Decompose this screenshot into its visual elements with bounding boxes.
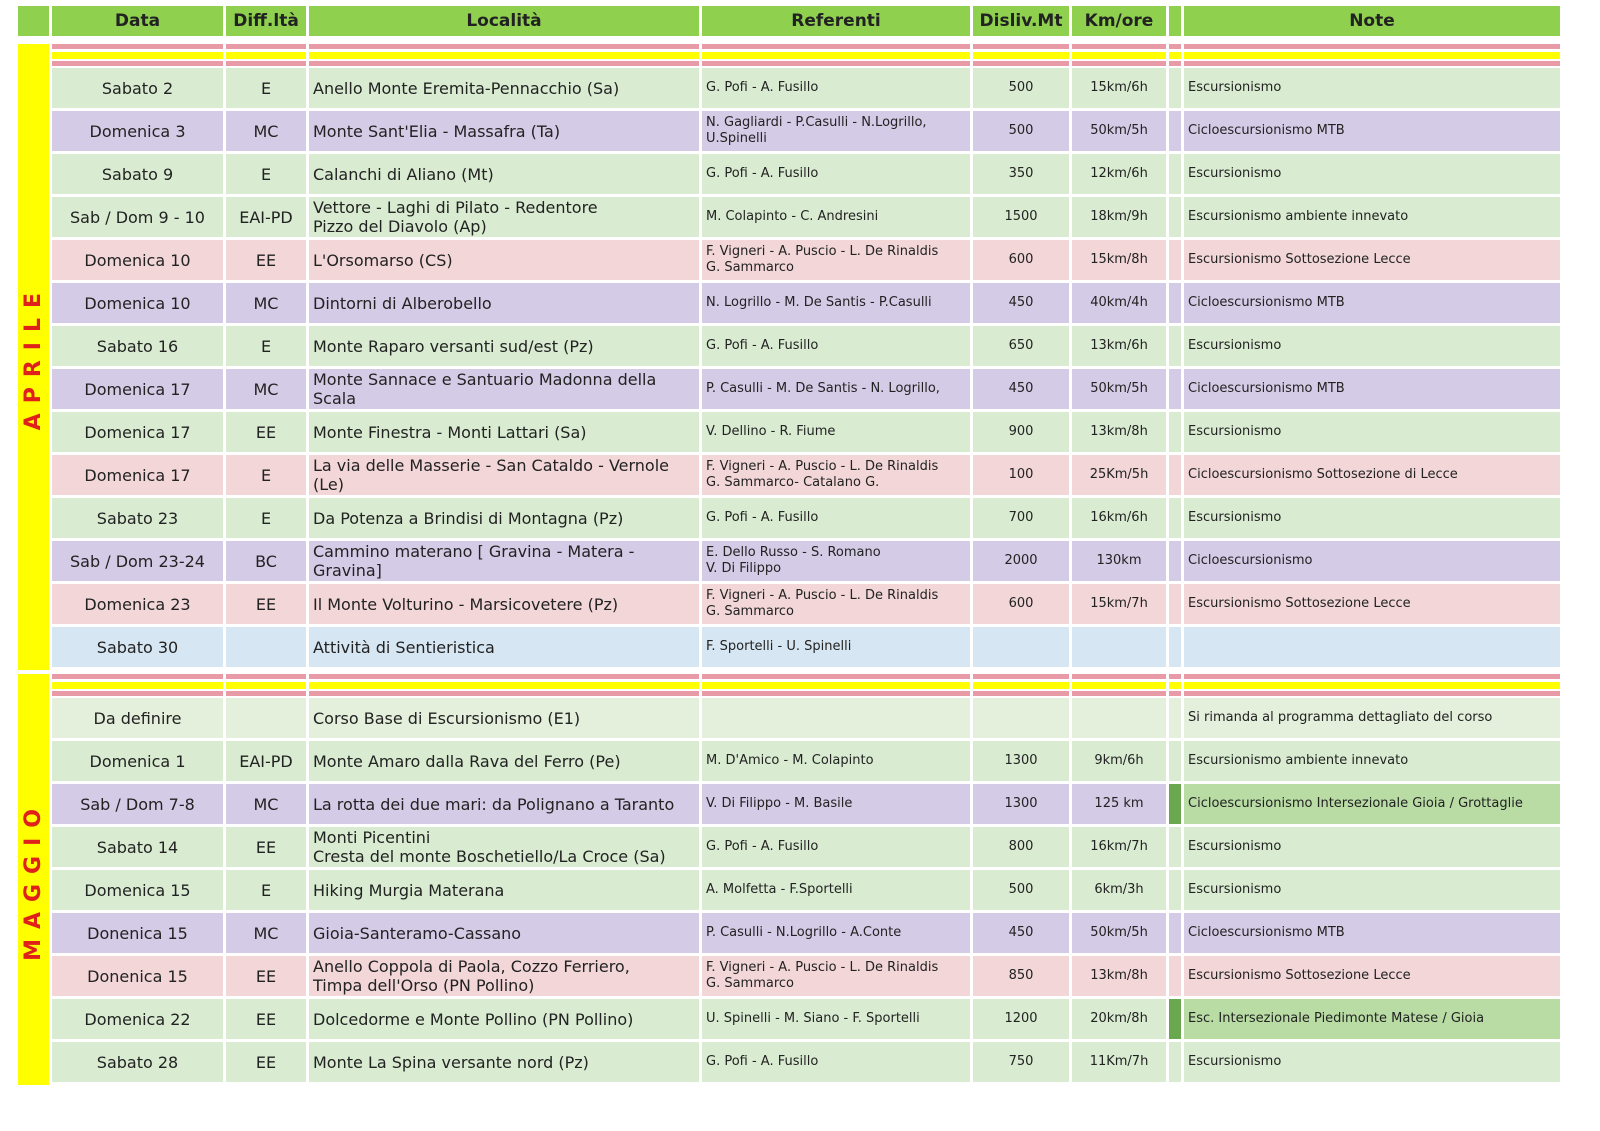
- header-corner: [18, 6, 49, 36]
- cell-referents: [702, 956, 970, 996]
- separator-stripe: [1169, 44, 1181, 66]
- cell-notes: Escursionismo: [1184, 498, 1560, 538]
- location-line: Gioia-Santeramo-Cassano: [313, 923, 522, 943]
- cell-referents: [702, 326, 970, 366]
- cell-distance: 15km/6h: [1072, 68, 1166, 108]
- cell-notes: Cicloescursionismo Sottosezione di Lecce: [1184, 455, 1560, 495]
- cell-location: [309, 698, 699, 738]
- cell-difficulty: BC: [226, 541, 306, 581]
- cell-referents: [702, 584, 970, 624]
- location-line: La via delle Masserie - San Cataldo - Vernole (Le): [313, 456, 670, 494]
- cell-location: [309, 68, 699, 108]
- cell-location: [309, 326, 699, 366]
- cell-difficulty: E: [226, 326, 306, 366]
- cell-date: Sab / Dom 9 - 10: [52, 197, 223, 237]
- cell-date: Donenica 15: [52, 956, 223, 996]
- location-line: Anello Monte Eremita-Pennacchio (Sa): [313, 78, 620, 98]
- table-row: [52, 283, 1588, 323]
- cell-location: [309, 584, 699, 624]
- cell-marker: [1169, 283, 1181, 323]
- cell-referents: [702, 154, 970, 194]
- location-line: Calanchi di Aliano (Mt): [313, 164, 494, 184]
- cell-date: Domenica 23: [52, 584, 223, 624]
- cell-distance: 130km: [1072, 541, 1166, 581]
- separator-stripe: [309, 674, 699, 696]
- cell-elevation: 100: [973, 455, 1069, 495]
- cell-marker: [1169, 784, 1181, 824]
- cell-distance: 13km/6h: [1072, 326, 1166, 366]
- cell-date: Domenica 22: [52, 999, 223, 1039]
- cell-elevation: 1500: [973, 197, 1069, 237]
- cell-notes: Si rimanda al programma dettagliato del corso: [1184, 698, 1560, 738]
- cell-notes: Escursionismo: [1184, 154, 1560, 194]
- cell-difficulty: E: [226, 154, 306, 194]
- cell-notes: Esc. Intersezionale Piedimonte Matese / Gioia: [1184, 999, 1560, 1039]
- location-line: Timpa dell'Orso (PN Pollino): [313, 976, 535, 995]
- cell-date: Domenica 1: [52, 741, 223, 781]
- header-notes: Note: [1184, 6, 1560, 36]
- referent-line: G. Pofi - A. Fusillo: [706, 1053, 819, 1069]
- cell-difficulty: EE: [226, 240, 306, 280]
- referent-line: N. Gagliardi - P.Casulli - N.Logrillo,: [706, 114, 927, 130]
- band-separator: [52, 44, 1588, 66]
- cell-notes: Escursionismo Sottosezione Lecce: [1184, 240, 1560, 280]
- referent-line: G. Sammarco: [706, 260, 795, 275]
- table-row: [52, 870, 1588, 910]
- cell-distance: 40km/4h: [1072, 283, 1166, 323]
- referent-line: V. Dellino - R. Fiume: [706, 423, 836, 439]
- table-row: [52, 326, 1588, 366]
- header-referents: Referenti: [702, 6, 970, 36]
- cell-marker: [1169, 240, 1181, 280]
- cell-date: Domenica 10: [52, 240, 223, 280]
- separator-stripe: [1072, 674, 1166, 696]
- cell-notes: Escursionismo: [1184, 326, 1560, 366]
- table-row: [52, 412, 1588, 452]
- cell-elevation: 600: [973, 584, 1069, 624]
- referent-line: F. Vigneri - A. Puscio - L. De Rinaldis: [706, 458, 939, 474]
- cell-difficulty: EE: [226, 999, 306, 1039]
- header-location: Località: [309, 6, 699, 36]
- cell-elevation: 750: [973, 1042, 1069, 1082]
- cell-notes: Cicloescursionismo MTB: [1184, 913, 1560, 953]
- cell-elevation: [973, 698, 1069, 738]
- cell-marker: [1169, 455, 1181, 495]
- table-row: [52, 154, 1588, 194]
- location-line: Anello Coppola di Paola, Cozzo Ferriero,: [313, 957, 630, 976]
- cell-difficulty: EE: [226, 956, 306, 996]
- table-row: [52, 741, 1588, 781]
- separator-stripe: [1184, 44, 1560, 66]
- cell-elevation: 700: [973, 498, 1069, 538]
- cell-elevation: 450: [973, 913, 1069, 953]
- cell-location: [309, 197, 699, 237]
- month-label-maggio: MAGGIO: [18, 674, 49, 1085]
- cell-distance: 15km/8h: [1072, 240, 1166, 280]
- separator-stripe: [226, 674, 306, 696]
- cell-location: [309, 154, 699, 194]
- cell-marker: [1169, 827, 1181, 867]
- referent-line: G. Pofi - A. Fusillo: [706, 79, 819, 95]
- cell-difficulty: EE: [226, 412, 306, 452]
- cell-referents: [702, 1042, 970, 1082]
- referent-line: U. Spinelli - M. Siano - F. Sportelli: [706, 1010, 920, 1026]
- month-label-aprile: APRILE: [18, 44, 49, 670]
- band-separator: [52, 674, 1588, 696]
- rows-aprile: [52, 44, 1588, 670]
- cell-notes: Escursionismo: [1184, 870, 1560, 910]
- cell-date: Sab / Dom 23-24: [52, 541, 223, 581]
- cell-date: Sabato 14: [52, 827, 223, 867]
- cell-date: Domenica 17: [52, 412, 223, 452]
- month-band-aprile: [18, 44, 1588, 670]
- separator-stripe: [1072, 44, 1166, 66]
- location-line: Monte Sant'Elia - Massafra (Ta): [313, 121, 561, 141]
- cell-notes: Escursionismo: [1184, 68, 1560, 108]
- cell-marker: [1169, 1042, 1181, 1082]
- cell-marker: [1169, 627, 1181, 667]
- cell-distance: 9km/6h: [1072, 741, 1166, 781]
- cell-distance: 18km/9h: [1072, 197, 1166, 237]
- cell-date: Sabato 28: [52, 1042, 223, 1082]
- table-row: [52, 913, 1588, 953]
- cell-elevation: 600: [973, 240, 1069, 280]
- cell-difficulty: MC: [226, 784, 306, 824]
- location-line: Attività di Sentieristica: [313, 637, 495, 657]
- cell-distance: 50km/5h: [1072, 913, 1166, 953]
- cell-difficulty: E: [226, 498, 306, 538]
- cell-elevation: 450: [973, 369, 1069, 409]
- cell-distance: 50km/5h: [1072, 111, 1166, 151]
- cell-difficulty: MC: [226, 111, 306, 151]
- referent-line: G. Sammarco: [706, 976, 795, 991]
- referent-line: F. Vigneri - A. Puscio - L. De Rinaldis: [706, 243, 939, 259]
- referent-line: F. Sportelli - U. Spinelli: [706, 638, 852, 654]
- location-line: Monti Picentini: [313, 828, 431, 847]
- referent-line: G. Sammarco: [706, 604, 795, 619]
- cell-marker: [1169, 541, 1181, 581]
- cell-location: [309, 541, 699, 581]
- table-row: [52, 197, 1588, 237]
- cell-distance: 20km/8h: [1072, 999, 1166, 1039]
- cell-notes: Cicloescursionismo: [1184, 541, 1560, 581]
- referent-line: F. Vigneri - A. Puscio - L. De Rinaldis: [706, 587, 939, 603]
- cell-marker: [1169, 698, 1181, 738]
- cell-distance: 6km/3h: [1072, 870, 1166, 910]
- cell-referents: [702, 68, 970, 108]
- table-row: [52, 240, 1588, 280]
- cell-referents: [702, 827, 970, 867]
- cell-date: Domenica 15: [52, 870, 223, 910]
- cell-difficulty: EAI-PD: [226, 741, 306, 781]
- cell-elevation: 2000: [973, 541, 1069, 581]
- separator-stripe: [1169, 674, 1181, 696]
- cell-notes: Escursionismo: [1184, 827, 1560, 867]
- rows-maggio: [52, 674, 1588, 1085]
- cell-referents: [702, 197, 970, 237]
- referent-line: P. Casulli - M. De Santis - N. Logrillo,: [706, 380, 940, 396]
- cell-elevation: 850: [973, 956, 1069, 996]
- cell-date: Donenica 15: [52, 913, 223, 953]
- table-row: [52, 369, 1588, 409]
- cell-difficulty: EAI-PD: [226, 197, 306, 237]
- cell-referents: [702, 412, 970, 452]
- cell-elevation: 500: [973, 870, 1069, 910]
- cell-distance: [1072, 698, 1166, 738]
- table-row: [52, 999, 1588, 1039]
- referent-line: G. Pofi - A. Fusillo: [706, 509, 819, 525]
- table-row: [52, 627, 1588, 667]
- cell-distance: 125 km: [1072, 784, 1166, 824]
- cell-notes: Cicloescursionismo Intersezionale Gioia / Grottaglie: [1184, 784, 1560, 824]
- cell-elevation: 650: [973, 326, 1069, 366]
- cell-referents: [702, 784, 970, 824]
- location-line: Monte Raparo versanti sud/est (Pz): [313, 336, 594, 356]
- cell-difficulty: [226, 627, 306, 667]
- cell-notes: Escursionismo ambiente innevato: [1184, 197, 1560, 237]
- table-row: [52, 541, 1588, 581]
- cell-difficulty: EE: [226, 1042, 306, 1082]
- cell-distance: [1072, 627, 1166, 667]
- cell-date: Sabato 30: [52, 627, 223, 667]
- table-row: [52, 698, 1588, 738]
- cell-marker: [1169, 498, 1181, 538]
- cell-marker: [1169, 197, 1181, 237]
- cell-location: [309, 784, 699, 824]
- header-distance: Km/ore: [1072, 6, 1166, 36]
- separator-stripe: [226, 44, 306, 66]
- cell-difficulty: MC: [226, 369, 306, 409]
- cell-elevation: 350: [973, 154, 1069, 194]
- location-line: Dolcedorme e Monte Pollino (PN Pollino): [313, 1009, 634, 1029]
- cell-elevation: 1300: [973, 784, 1069, 824]
- cell-location: [309, 913, 699, 953]
- cell-notes: Escursionismo ambiente innevato: [1184, 741, 1560, 781]
- cell-referents: [702, 541, 970, 581]
- referent-line: G. Sammarco- Catalano G.: [706, 475, 880, 490]
- cell-marker: [1169, 369, 1181, 409]
- cell-elevation: 1200: [973, 999, 1069, 1039]
- referent-line: G. Pofi - A. Fusillo: [706, 165, 819, 181]
- separator-stripe: [702, 674, 970, 696]
- cell-date: Sabato 23: [52, 498, 223, 538]
- cell-elevation: 900: [973, 412, 1069, 452]
- cell-location: [309, 111, 699, 151]
- cell-referents: [702, 283, 970, 323]
- location-line: La rotta dei due mari: da Polignano a Taranto: [313, 794, 675, 814]
- separator-stripe: [52, 674, 223, 696]
- cell-date: Da definire: [52, 698, 223, 738]
- header-elevation: Disliv.Mt: [973, 6, 1069, 36]
- referent-line: M. Colapinto - C. Andresini: [706, 208, 879, 224]
- cell-location: [309, 870, 699, 910]
- separator-stripe: [702, 44, 970, 66]
- cell-difficulty: E: [226, 455, 306, 495]
- referent-line: N. Logrillo - M. De Santis - P.Casulli: [706, 294, 932, 310]
- cell-marker: [1169, 913, 1181, 953]
- table-row: [52, 784, 1588, 824]
- cell-location: [309, 999, 699, 1039]
- cell-date: Domenica 3: [52, 111, 223, 151]
- location-line: Monte Sannace e Santuario Madonna della Scala: [313, 370, 657, 408]
- cell-distance: 50km/5h: [1072, 369, 1166, 409]
- table-header: [18, 6, 1588, 36]
- cell-location: [309, 455, 699, 495]
- table-row: [52, 956, 1588, 996]
- table-row: [52, 455, 1588, 495]
- table-row: [52, 827, 1588, 867]
- header-blank: [1169, 6, 1181, 36]
- cell-marker: [1169, 111, 1181, 151]
- cell-date: Domenica 17: [52, 455, 223, 495]
- location-line: Monte La Spina versante nord (Pz): [313, 1052, 589, 1072]
- cell-notes: Escursionismo: [1184, 1042, 1560, 1082]
- cell-location: [309, 412, 699, 452]
- cell-marker: [1169, 154, 1181, 194]
- location-line: Dintorni di Alberobello: [313, 293, 492, 313]
- cell-location: [309, 369, 699, 409]
- cell-difficulty: EE: [226, 584, 306, 624]
- table-row: [52, 1042, 1588, 1082]
- cell-location: [309, 498, 699, 538]
- cell-referents: [702, 111, 970, 151]
- cell-referents: [702, 627, 970, 667]
- cell-difficulty: EE: [226, 827, 306, 867]
- cell-elevation: 800: [973, 827, 1069, 867]
- location-line: Corso Base di Escursionismo (E1): [313, 708, 581, 728]
- separator-stripe: [309, 44, 699, 66]
- cell-referents: [702, 369, 970, 409]
- location-line: Pizzo del Diavolo (Ap): [313, 217, 487, 236]
- referent-line: V. Di Filippo - M. Basile: [706, 795, 853, 811]
- cell-date: Domenica 10: [52, 283, 223, 323]
- cell-location: [309, 627, 699, 667]
- separator-stripe: [973, 44, 1069, 66]
- cell-elevation: 450: [973, 283, 1069, 323]
- cell-location: [309, 240, 699, 280]
- header-difficulty: Diff.ltà: [226, 6, 306, 36]
- cell-distance: 15km/7h: [1072, 584, 1166, 624]
- cell-elevation: 500: [973, 111, 1069, 151]
- cell-notes: Escursionismo Sottosezione Lecce: [1184, 584, 1560, 624]
- cell-distance: 16km/6h: [1072, 498, 1166, 538]
- cell-distance: 12km/6h: [1072, 154, 1166, 194]
- cell-location: [309, 741, 699, 781]
- location-line: Vettore - Laghi di Pilato - Redentore: [313, 198, 598, 217]
- cell-marker: [1169, 956, 1181, 996]
- cell-location: [309, 1042, 699, 1082]
- cell-notes: Escursionismo: [1184, 412, 1560, 452]
- location-line: Hiking Murgia Materana: [313, 880, 505, 900]
- cell-location: [309, 956, 699, 996]
- cell-date: Sabato 16: [52, 326, 223, 366]
- location-line: L'Orsomarso (CS): [313, 250, 453, 270]
- month-band-maggio: [18, 674, 1588, 1085]
- referent-line: G. Pofi - A. Fusillo: [706, 838, 819, 854]
- cell-referents: [702, 455, 970, 495]
- cell-date: Sab / Dom 7-8: [52, 784, 223, 824]
- separator-stripe: [52, 44, 223, 66]
- cell-difficulty: E: [226, 870, 306, 910]
- cell-difficulty: MC: [226, 913, 306, 953]
- location-line: Cammino materano [ Gravina - Matera - Gravina]: [313, 542, 635, 580]
- cell-notes: Escursionismo Sottosezione Lecce: [1184, 956, 1560, 996]
- cell-notes: Cicloescursionismo MTB: [1184, 111, 1560, 151]
- referent-line: U.Spinelli: [706, 131, 767, 146]
- cell-difficulty: MC: [226, 283, 306, 323]
- cell-elevation: 1300: [973, 741, 1069, 781]
- cell-referents: [702, 498, 970, 538]
- cell-location: [309, 283, 699, 323]
- location-line: Cresta del monte Boschetiello/La Croce (Sa): [313, 847, 666, 866]
- referent-line: A. Molfetta - F.Sportelli: [706, 881, 853, 897]
- referent-line: M. D'Amico - M. Colapinto: [706, 752, 874, 768]
- cell-notes: [1184, 627, 1560, 667]
- schedule-table: [18, 6, 1588, 1085]
- location-line: Monte Finestra - Monti Lattari (Sa): [313, 422, 587, 442]
- header-data: Data: [52, 6, 223, 36]
- cell-date: Sabato 2: [52, 68, 223, 108]
- cell-elevation: [973, 627, 1069, 667]
- cell-marker: [1169, 326, 1181, 366]
- referent-line: V. Di Filippo: [706, 561, 782, 576]
- cell-referents: [702, 240, 970, 280]
- cell-distance: 13km/8h: [1072, 412, 1166, 452]
- cell-marker: [1169, 999, 1181, 1039]
- cell-date: Domenica 17: [52, 369, 223, 409]
- cell-difficulty: E: [226, 68, 306, 108]
- cell-referents: [702, 913, 970, 953]
- referent-line: G. Pofi - A. Fusillo: [706, 337, 819, 353]
- location-line: Il Monte Volturino - Marsicovetere (Pz): [313, 594, 619, 614]
- cell-notes: Cicloescursionismo MTB: [1184, 283, 1560, 323]
- table-row: [52, 68, 1588, 108]
- cell-marker: [1169, 412, 1181, 452]
- cell-referents: [702, 870, 970, 910]
- cell-referents: [702, 741, 970, 781]
- cell-notes: Cicloescursionismo MTB: [1184, 369, 1560, 409]
- separator-stripe: [973, 674, 1069, 696]
- cell-referents: [702, 999, 970, 1039]
- cell-distance: 11Km/7h: [1072, 1042, 1166, 1082]
- table-row: [52, 111, 1588, 151]
- referent-line: E. Dello Russo - S. Romano: [706, 544, 881, 560]
- location-line: Da Potenza a Brindisi di Montagna (Pz): [313, 508, 624, 528]
- cell-date: Sabato 9: [52, 154, 223, 194]
- cell-difficulty: [226, 698, 306, 738]
- cell-marker: [1169, 584, 1181, 624]
- cell-distance: 16km/7h: [1072, 827, 1166, 867]
- cell-distance: 13km/8h: [1072, 956, 1166, 996]
- cell-marker: [1169, 741, 1181, 781]
- table-row: [52, 584, 1588, 624]
- cell-marker: [1169, 870, 1181, 910]
- cell-marker: [1169, 68, 1181, 108]
- referent-line: P. Casulli - N.Logrillo - A.Conte: [706, 924, 902, 940]
- cell-elevation: 500: [973, 68, 1069, 108]
- cell-referents: [702, 698, 970, 738]
- separator-stripe: [1184, 674, 1560, 696]
- cell-location: [309, 827, 699, 867]
- location-line: Monte Amaro dalla Rava del Ferro (Pe): [313, 751, 621, 771]
- referent-line: F. Vigneri - A. Puscio - L. De Rinaldis: [706, 959, 939, 975]
- cell-distance: 25Km/5h: [1072, 455, 1166, 495]
- table-row: [52, 498, 1588, 538]
